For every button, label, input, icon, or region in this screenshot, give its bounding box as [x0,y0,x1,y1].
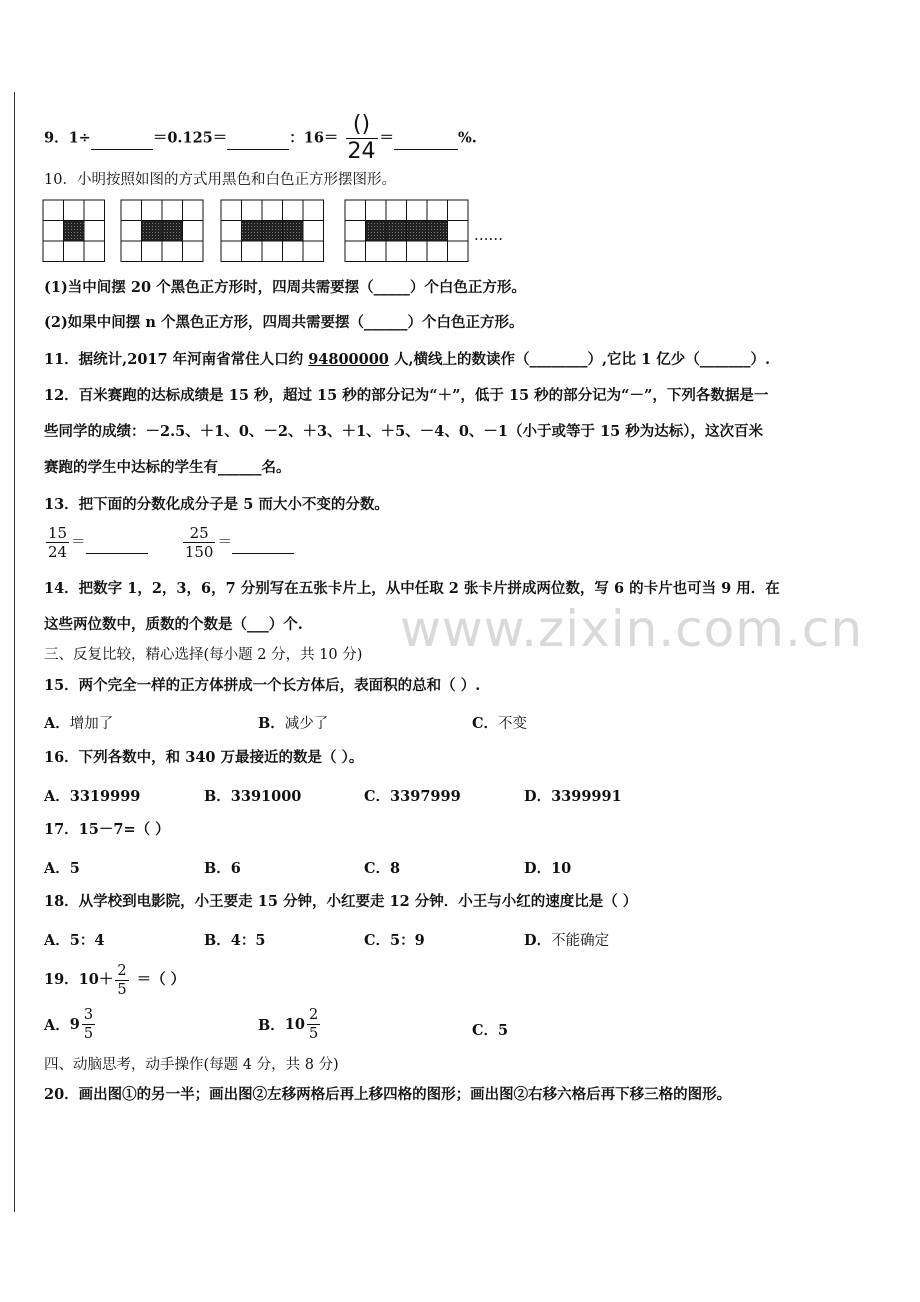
black-square [407,221,428,242]
white-square [142,241,163,262]
white-square [221,241,242,262]
q17-option-b[interactable]: B．6 [204,860,241,877]
white-square [121,221,142,242]
white-square [84,241,105,262]
white-square [262,200,283,221]
white-square [283,200,304,221]
question-14-line-2: 这些两位数中，质数的个数是（___）个. [44,616,303,633]
white-square [303,200,324,221]
question-9 [44,112,477,165]
white-square [366,241,387,262]
white-square [366,200,387,221]
question-15: 15．两个完全一样的正方体拼成一个长方体后，表面积的总和（ ）. [44,677,481,694]
black-square [162,221,183,242]
white-square [242,200,263,221]
white-square [345,241,366,262]
white-square [183,241,204,262]
white-square [303,221,324,242]
black-square [283,221,304,242]
question-12-line-1: 12．百米赛跑的达标成绩是 15 秒，超过 15 秒的部分记为“＋”，低于 15 秒的部分记为“－”，下列各数据是一 [44,387,769,404]
white-square [43,200,64,221]
white-square [43,241,64,262]
white-square [448,221,469,242]
white-square [448,200,469,221]
q10-part-2: (2)如果中间摆 n 个黑色正方形，四周共需要摆（______）个白色正方形。 [44,314,524,331]
q18-option-b[interactable]: B．4：5 [204,932,266,949]
white-square [448,241,469,262]
white-square [64,241,85,262]
pattern-figure-3 [221,200,324,262]
white-square [121,200,142,221]
question-17: 17．15－7=（ ） [44,821,170,838]
black-square [142,221,163,242]
q9-text-4: ＝ [379,129,394,147]
q15-option-b[interactable]: B．减少了 [258,715,329,732]
q9-blank-2[interactable] [227,129,289,150]
q13-fraction-2: $\frac{25}{150}$ [184,524,214,561]
black-square [427,221,448,242]
question-12-line-3: 赛跑的学生中达标的学生有______名。 [44,459,291,476]
q9-text-2: ＝0.125＝ [152,129,228,147]
white-square [84,221,105,242]
white-square [283,241,304,262]
white-square [407,241,428,262]
q17-option-d[interactable]: D．10 [524,860,572,877]
white-square [43,221,64,242]
white-square [221,200,242,221]
q9-text-1: 1÷ [68,129,91,147]
section-4-heading: 四、动脑思考，动手操作(每题 4 分，共 8 分) [44,1057,339,1073]
q18-option-a[interactable]: A．5：4 [44,932,105,949]
q13-fractions: $\frac{15}{24}$ ＝ $\frac{25}{150}$ ＝ [44,524,294,561]
question-12-line-2: 些同学的成绩：－2.5、＋1、0、－2、＋3、＋1、＋5、－4、0、－1（小于或等于 15 秒为达标），这次百米 [44,423,764,440]
white-square [386,241,407,262]
q19-option-a[interactable]: A． 9 $\frac{3}{5}$ [44,1007,94,1042]
page-margin-line [14,92,15,1212]
q10-part-1: (1)当中间摆 20 个黑色正方形时，四周共需要摆（_____）个白色正方形。 [44,279,526,296]
question-13: 13．把下面的分数化成分子是 5 而大小不变的分数。 [44,496,389,513]
section-3-heading: 三、反复比较，精心选择(每小题 2 分，共 10 分) [44,647,363,663]
q13-fraction-1: $\frac{15}{24}$ [48,524,68,561]
white-square [345,200,366,221]
white-square [162,241,183,262]
white-square [162,200,183,221]
q19-option-c[interactable]: C．5 [472,1022,509,1039]
q15-option-c[interactable]: C．不变 [472,715,528,732]
q11-number: 94800000 [308,351,389,368]
square-pattern-figures [40,195,530,267]
black-square [386,221,407,242]
question-19: 19．10＋ $\frac{2}{5}$ ＝（ ） [44,962,186,998]
white-square [183,221,204,242]
pattern-figure-2 [121,200,203,262]
white-square [64,200,85,221]
q9-number: 9． [44,129,69,147]
pattern-figure-4 [345,200,468,262]
q18-option-d[interactable]: D．不能确定 [524,932,610,949]
white-square [407,200,428,221]
white-square [183,200,204,221]
white-square [386,200,407,221]
q9-text-5: %. [458,129,477,147]
q9-fraction: $\frac{()}{24}$ [347,112,376,164]
q13-blank-2[interactable] [232,533,294,554]
white-square [427,200,448,221]
q16-option-d[interactable]: D．3399991 [524,788,622,805]
black-square [242,221,263,242]
white-square [303,241,324,262]
black-square [262,221,283,242]
q9-text-3: ：16＝ [289,129,339,147]
watermark: www.zixin.com.cn [400,600,864,658]
question-20: 20．画出图①的另一半；画出图②左移两格后再上移四格的图形；画出图②右移六格后再下移三格的图形。 [44,1086,732,1103]
q9-blank-1[interactable] [91,129,153,150]
q16-option-c[interactable]: C．3397999 [364,788,461,805]
white-square [221,221,242,242]
q18-option-c[interactable]: C．5：9 [364,932,425,949]
question-14-line-1: 14．把数字 1，2，3，6，7 分别写在五张卡片上，从中任取 2 张卡片拼成两位数，写 6 的卡片也可当 9 用．在 [44,580,780,597]
pattern-figure-1 [43,200,105,262]
question-16: 16．下列各数中，和 340 万最接近的数是（ ）。 [44,749,364,766]
q17-option-a[interactable]: A．5 [44,860,80,877]
white-square [345,221,366,242]
q9-blank-3[interactable] [394,129,458,150]
q15-option-a[interactable]: A．增加了 [44,715,114,732]
question-10: 10．小明按照如图的方式用黑色和白色正方形摆图形。 [44,172,396,188]
question-11: 11．据统计,2017 年河南省常住人口约 94800000 人,横线上的数读作（________）,它比 1 亿少（_______）. [44,351,771,368]
q17-option-c[interactable]: C．8 [364,860,401,877]
black-square [366,221,387,242]
q16-option-a[interactable]: A．3319999 [44,788,141,805]
white-square [142,200,163,221]
black-square [64,221,85,242]
white-square [242,241,263,262]
question-18: 18．从学校到电影院，小王要走 15 分钟，小红要走 12 分钟．小王与小红的速度比是（ ） [44,893,638,910]
q19-option-b[interactable]: B． 10 $\frac{2}{5}$ [258,1007,319,1042]
q19-fraction: $\frac{2}{5}$ [117,962,127,998]
q16-option-b[interactable]: B．3391000 [204,788,302,805]
white-square [84,200,105,221]
figures-ellipsis: …… [474,228,503,244]
q13-blank-1[interactable] [86,533,148,554]
white-square [262,241,283,262]
white-square [427,241,448,262]
white-square [121,241,142,262]
